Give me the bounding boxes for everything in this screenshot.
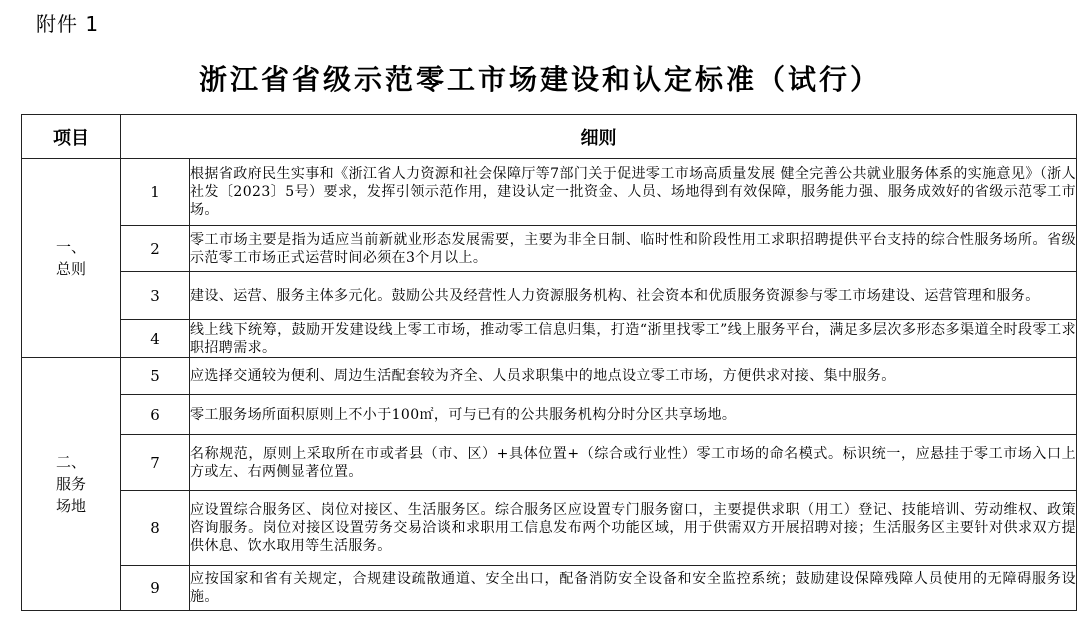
standards-table: [21, 114, 1077, 611]
page-title: 浙江省省级示范零工市场建设和认定标准（试行）: [198, 63, 881, 96]
category-service-site: 二、 服务 场地: [22, 358, 121, 611]
row-number: 8: [121, 491, 190, 566]
row-detail: 应选择交通较为便利、周边生活配套较为齐全、人员求职集中的地点设立零工市场，方便供求对接、集中服务。: [190, 358, 1077, 395]
row-number: 4: [121, 320, 190, 358]
row-detail: 应按国家和省有关规定，合规建设疏散通道、安全出口，配备消防安全设备和安全监控系统；鼓励建设保障残障人员使用的无障碍服务设施。: [190, 566, 1077, 611]
table-row: [22, 435, 1077, 491]
table-row: [22, 226, 1077, 272]
table-row: [22, 358, 1077, 395]
row-detail: 线上线下统筹，鼓励开发建设线上零工市场，推动零工信息归集，打造“浙里找零工”线上服务平台，满足多层次多形态多渠道全时段零工求职招聘需求。: [190, 321, 1076, 356]
row-detail: 零工服务场所面积原则上不小于100㎡，可与已有的公共服务机构分时分区共享场地。: [190, 395, 1077, 435]
row-number: 7: [121, 435, 190, 491]
row-number: 3: [121, 272, 190, 320]
row-number: 2: [121, 226, 190, 272]
row-detail: 建设、运营、服务主体多元化。鼓励公共及经营性人力资源服务机构、社会资本和优质服务资源参与零工市场建设、运营管理和服务。: [190, 272, 1077, 320]
table-row: [22, 159, 1077, 226]
row-number: 5: [121, 358, 190, 395]
table-row: [22, 272, 1077, 320]
table-header-row: [22, 115, 1077, 159]
row-detail: 根据省政府民生实事和《浙江省人力资源和社会保障厅等7部门关于促进零工市场高质量发展 健全完善公共就业服务体系的实施意见》（浙人社发〔2023〕5号）要求，发挥引领示范作用，建设认定一批资金、人员、场地得到有效保障，服务能力强、服务成效好的省级示范零工市场。: [190, 159, 1077, 226]
row-detail: 名称规范，原则上采取所在市或者县（市、区）+具体位置+（综合或行业性）零工市场的命名模式。标识统一，应悬挂于零工市场入口上方或左、右两侧显著位置。: [190, 435, 1077, 491]
table-row: [22, 566, 1077, 611]
header-detail: 细则: [121, 115, 1077, 159]
row-detail: 应设置综合服务区、岗位对接区、生活服务区。综合服务区应设置专门服务窗口，主要提供求职（用工）登记、技能培训、劳动维权、政策咨询服务。岗位对接区设置劳务交易洽谈和求职用工信息发布两个功能区域，用于供需双方开展招聘对接；生活服务区主要针对供求双方提供休息、饮水取用等生活服务。: [190, 491, 1077, 566]
table-row: [22, 395, 1077, 435]
table-row: [22, 320, 1077, 358]
row-number: 9: [121, 566, 190, 611]
row-number: 1: [121, 159, 190, 226]
category-general: 一、 总则: [22, 159, 121, 358]
header-item: 项目: [22, 115, 121, 159]
row-detail: 零工市场主要是指为适应当前新就业形态发展需要，主要为非全日制、临时性和阶段性用工求职招聘提供平台支持的综合性服务场所。省级示范零工市场正式运营时间必须在3个月以上。: [190, 226, 1077, 272]
attachment-label: 附件 1: [36, 12, 100, 36]
table-row: [22, 491, 1077, 566]
row-number: 6: [121, 395, 190, 435]
